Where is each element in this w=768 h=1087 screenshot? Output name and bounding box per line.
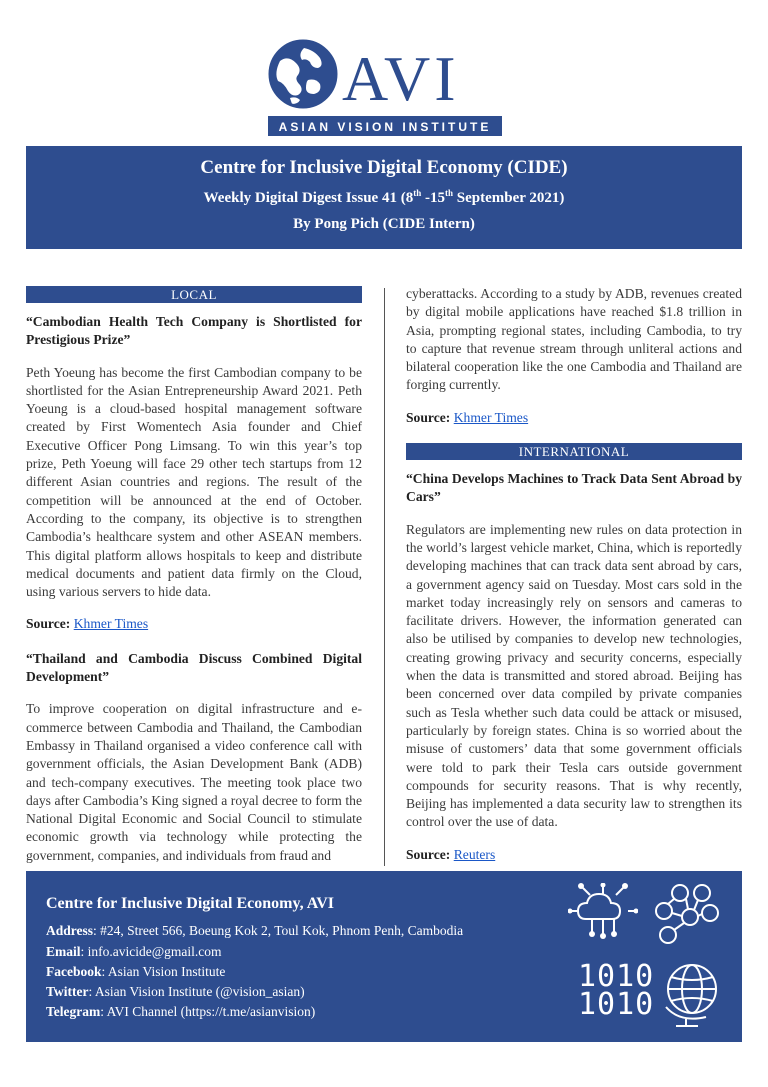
source-link-reuters[interactable]: Reuters (453, 846, 496, 862)
section-local: LOCAL (26, 286, 362, 303)
logo-subtitle: ASIAN VISION INSTITUTE (278, 120, 492, 134)
logo-text: AVI (342, 43, 460, 114)
article2-source: Source: Khmer Times (406, 409, 529, 425)
globe-logo-icon (270, 41, 336, 107)
column-divider (384, 288, 385, 866)
article2-continuation: cyberattacks. According to a study by ADB, revenues created by digital mobile applications have reached $1.8 trillion in Asia, prompting regional states, including Cambodia, to try to capture that revenue stream through unliteral actions and bilateral cooperation like the one Cambodia and Thailand are forging currently. (406, 286, 742, 393)
banner-issue: Weekly Digital Digest Issue 41 (8th -15th September 2021) (203, 188, 565, 206)
article2-headline: “Thailand and Cambodia Discuss Combined Digital Development” (26, 650, 362, 685)
article3-body: Regulators are implementing new rules on data protection in the world’s largest vehicle market, China, which is reportedly developing machines that can track data sent abroad by cars, a government agency said on Tuesday. Most cars sold in the market today increasingly rely on sensors and cameras to facilitate drivers. However, the information generated can also be utilised by companies to develop new technologies, creating growing privacy and security concerns, especially when the data is transmitted and stored abroad. Beijing has been concerned over data compiled by private companies such as Tesla whether such data could be attack or misused, particularly by foreign states. China is so worried about the misuse of customers’ data that some government officials were told to park their Tesla cars outside government compounds for security reasons. That is why recently, Beijing has implemented a data security law to strengthen its control over the use of data. (406, 521, 742, 830)
title-banner (26, 146, 742, 249)
avi-logo (260, 36, 510, 141)
footer-telegram: Telegram: AVI Channel (https://t.me/asianvision) (46, 1004, 316, 1019)
people-network-icon (650, 883, 720, 945)
article3-source: Source: Reuters (406, 846, 496, 862)
article1-source: Source: Khmer Times (26, 616, 149, 632)
footer-title: Centre for Inclusive Digital Economy, AVI (46, 895, 335, 912)
section-international: INTERNATIONAL (406, 443, 742, 460)
footer (26, 871, 742, 1042)
footer-twitter: Twitter: Asian Vision Institute (@vision_asian) (46, 984, 305, 999)
cloud-network-icon (568, 883, 638, 939)
footer-email: Email: info.avicide@gmail.com (46, 944, 222, 959)
globe-icon (656, 957, 726, 1029)
banner-title: Centre for Inclusive Digital Economy (CIDE) (200, 157, 568, 178)
article1-headline: “Cambodian Health Tech Company is Shortlisted for Prestigious Prize” (26, 314, 362, 348)
article3-headline: “China Develops Machines to Track Data Sent Abroad by Cars” (406, 471, 742, 505)
footer-facebook: Facebook: Asian Vision Institute (46, 964, 226, 979)
left-column (26, 286, 362, 879)
article2-body: To improve cooperation on digital infrastructure and e-commerce between Cambodia and Thailand, the Cambodian Embassy in Thailand organised a video conference call with government officials, the Asian Development Bank (ADB) and tech-company executives. The meeting took place two days after Cambodia’s King signed a royal decree to form the National Digital Economic and Social Council to stimulate economic growth via technology while protecting the government, companies, and individuals from fraud and (26, 701, 362, 863)
right-column (406, 285, 742, 880)
article1-body: Peth Yoeung has become the first Cambodian company to be shortlisted for the Asian Entrepreneurship Award 2021. Peth Yoeung is a cloud-based hospital management software created by First Womentech Asia founder and Chief Executive Officer Pong Limsang. To win this year’s top prize, Peth Yoeung will face 29 other tech startups from 12 different Asian countries and regions. The result of the competition will be announced at the end of October. According to the company, its objective is to strengthen Cambodia’s healthcare system and other ASEAN members. This digital platform allows hospitals to keep and distribute medical documents and patient data firmly on the Cloud, using various servers to hide data. (26, 364, 362, 600)
footer-address: Address: #24, Street 566, Boeung Kok 2, Toul Kok, Phnom Penh, Cambodia (46, 923, 464, 938)
binary-icon: 1010 1010 (578, 959, 655, 1022)
source-link-khmer-times-2[interactable]: Khmer Times (453, 409, 529, 425)
source-link-khmer-times[interactable]: Khmer Times (73, 616, 149, 632)
banner-byline: By Pong Pich (CIDE Intern) (293, 216, 475, 232)
